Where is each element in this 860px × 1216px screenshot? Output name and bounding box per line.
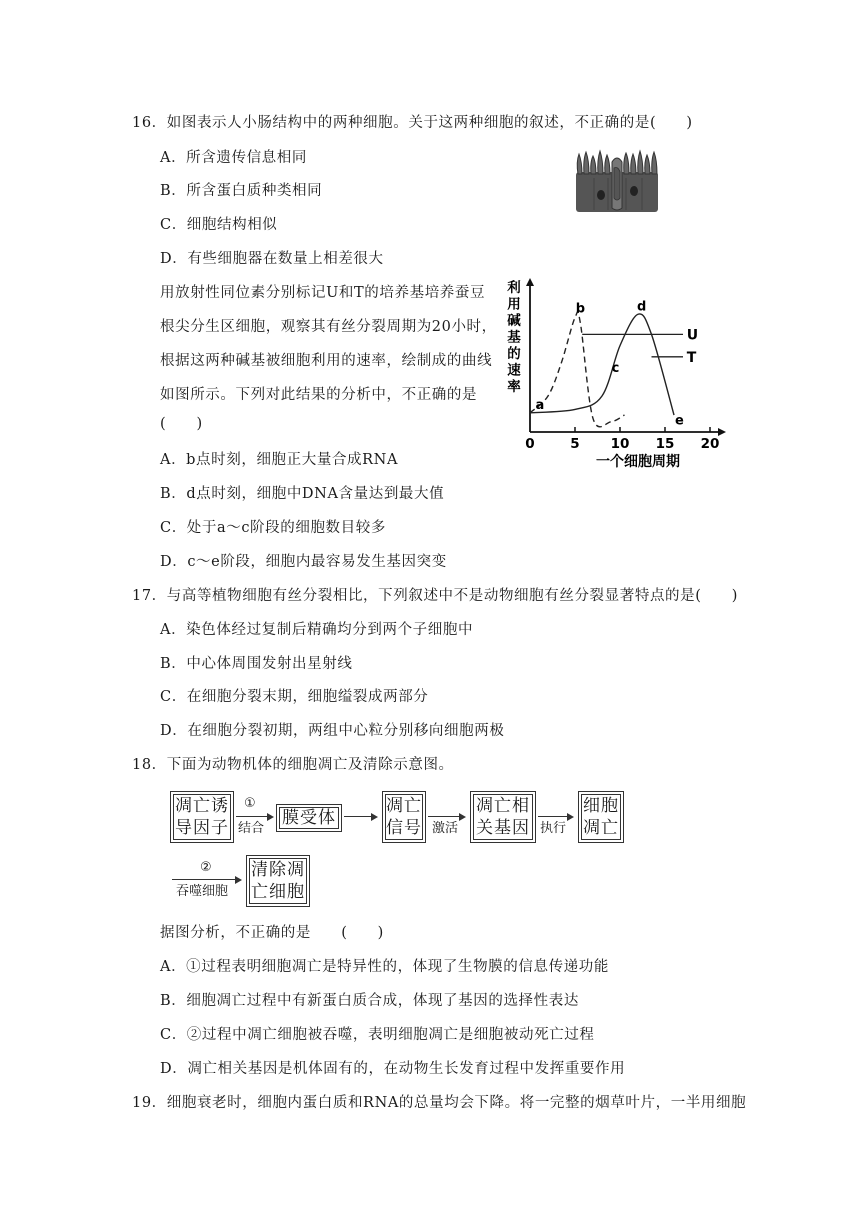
q16b-stem-line-4: 如图所示。下列对此结果的分析中，不正确的是 <box>160 387 478 403</box>
question-16-stem: 16．如图表示人小肠结构中的两种细胞。关于这两种细胞的叙述，不正确的是( ) <box>132 115 693 131</box>
x-tick-label-5: 5 <box>570 436 580 452</box>
box-apoptosis-signal-line-1: 凋亡 <box>386 796 422 816</box>
question-17-stem: 17．与高等植物细胞有丝分裂相比，下列叙述中不是动物细胞有丝分裂显著特点的是( ) <box>132 588 738 604</box>
q18-prompt: 据图分析，不正确的是 ( ) <box>160 925 384 941</box>
q17-option-a: A．染色体经过复制后精确均分到两个子细胞中 <box>160 622 474 638</box>
box-apoptosis-inducer-line-1: 凋亡诱 <box>175 796 229 816</box>
arrow-3 <box>428 816 464 817</box>
box-cell-apoptosis <box>578 791 624 843</box>
box-apoptosis-signal <box>382 791 426 843</box>
arrow-5-top-label: ② <box>200 860 212 875</box>
chart-ylabel-text: 利用碱基的速率 <box>507 280 521 395</box>
series-label-U: U <box>686 327 699 344</box>
arrow-4-bottom-label: 执行 <box>540 821 567 836</box>
point-label-c: c <box>611 361 620 376</box>
arrow-5-bottom-label: 吞噬细胞 <box>176 884 229 899</box>
arrow-4 <box>538 816 572 817</box>
x-tick-label-0: 0 <box>525 436 535 452</box>
arrow-3-bottom-label: 激活 <box>432 821 459 836</box>
box-clear-apoptotic-cells-line-2: 亡细胞 <box>251 882 305 902</box>
arrow-1 <box>236 816 272 817</box>
intestine-cells-figure <box>574 148 660 214</box>
box-apoptosis-signal-line-2: 信号 <box>386 818 422 838</box>
question-18-stem: 18．下面为动物机体的细胞凋亡及清除示意图。 <box>132 757 454 773</box>
series-label-T: T <box>686 349 697 366</box>
q18-option-a: A．①过程表明细胞凋亡是特异性的，体现了生物膜的信息传递功能 <box>160 959 609 975</box>
x-tick-label-15: 15 <box>655 436 675 452</box>
point-label-a: a <box>535 397 545 413</box>
q17-option-d: D．在细胞分裂初期，两组中心粒分别移向细胞两极 <box>160 723 505 739</box>
chart-xlabel: 一个细胞周期 <box>596 454 680 470</box>
q16b-option-d: D．c～e阶段，细胞内最容易发生基因突变 <box>160 554 447 570</box>
q17-option-c: C．在细胞分裂末期，细胞缢裂成两部分 <box>160 689 429 705</box>
box-apoptosis-genes-line-1: 凋亡相 <box>476 796 530 816</box>
box-apoptosis-inducer-line-2: 导因子 <box>175 818 229 838</box>
q16b-stem-line-5: ( ) <box>160 416 203 432</box>
q18-option-c: C．②过程中凋亡细胞被吞噬，表明细胞凋亡是细胞被动死亡过程 <box>160 1027 595 1043</box>
q16-option-a: A．所含遗传信息相同 <box>160 150 307 166</box>
arrow-1-top-label: ① <box>244 796 256 811</box>
box-clear-apoptotic-cells-line-1: 清除凋 <box>251 860 305 880</box>
point-label-e: e <box>674 413 684 429</box>
q16b-stem-line-1: 用放射性同位素分别标记U和T的培养基培养蚕豆 <box>160 285 486 301</box>
q16-option-b: B．所含蛋白质种类相同 <box>160 183 323 199</box>
box-cell-apoptosis-line-2: 凋亡 <box>583 818 619 838</box>
base-utilization-chart <box>500 272 730 472</box>
box-cell-apoptosis-line-1: 细胞 <box>583 796 619 816</box>
q16b-option-a: A．b点时刻，细胞正大量合成RNA <box>160 452 399 468</box>
box-apoptosis-genes-line-2: 关基因 <box>476 818 530 838</box>
x-tick-label-10: 10 <box>610 436 630 452</box>
q16-option-c: C．细胞结构相似 <box>160 217 278 233</box>
arrow-5 <box>172 879 240 880</box>
box-membrane-receptor: 膜受体 <box>276 804 342 832</box>
q16-option-d: D．有些细胞器在数量上相差很大 <box>160 251 384 267</box>
q16b-stem-line-3: 根据这两种碱基被细胞利用的速率，绘制成的曲线 <box>160 353 493 369</box>
q18-option-b: B．细胞凋亡过程中有新蛋白质合成，体现了基因的选择性表达 <box>160 993 579 1009</box>
series-T-line <box>530 314 674 415</box>
q18-option-d: D．凋亡相关基因是机体固有的，在动物生长发育过程中发挥重要作用 <box>160 1061 626 1077</box>
chart-ylabel <box>507 279 521 395</box>
point-label-d: d <box>636 299 647 315</box>
x-tick-label-20: 20 <box>700 436 720 452</box>
arrow-1-bottom-label: 结合 <box>238 821 265 836</box>
question-19-stem: 19．细胞衰老时，细胞内蛋白质和RNA的总量均会下降。将一完整的烟草叶片，一半用细胞 <box>132 1095 747 1111</box>
box-apoptosis-inducer <box>170 791 234 843</box>
q17-option-b: B．中心体周围发射出星射线 <box>160 656 353 672</box>
box-clear-apoptotic-cells <box>246 855 310 907</box>
q16b-option-c: C．处于a～c阶段的细胞数目较多 <box>160 520 386 536</box>
point-label-b: b <box>575 301 586 317</box>
x-axis-arrow <box>718 428 726 436</box>
q16b-stem-line-2: 根尖分生区细胞，观察其有丝分裂周期为20小时， <box>160 319 497 335</box>
q16b-option-b: B．d点时刻，细胞中DNA含量达到最大值 <box>160 486 445 502</box>
box-apoptosis-genes <box>470 791 536 843</box>
arrow-2 <box>344 816 376 817</box>
y-axis-arrow <box>526 278 534 286</box>
